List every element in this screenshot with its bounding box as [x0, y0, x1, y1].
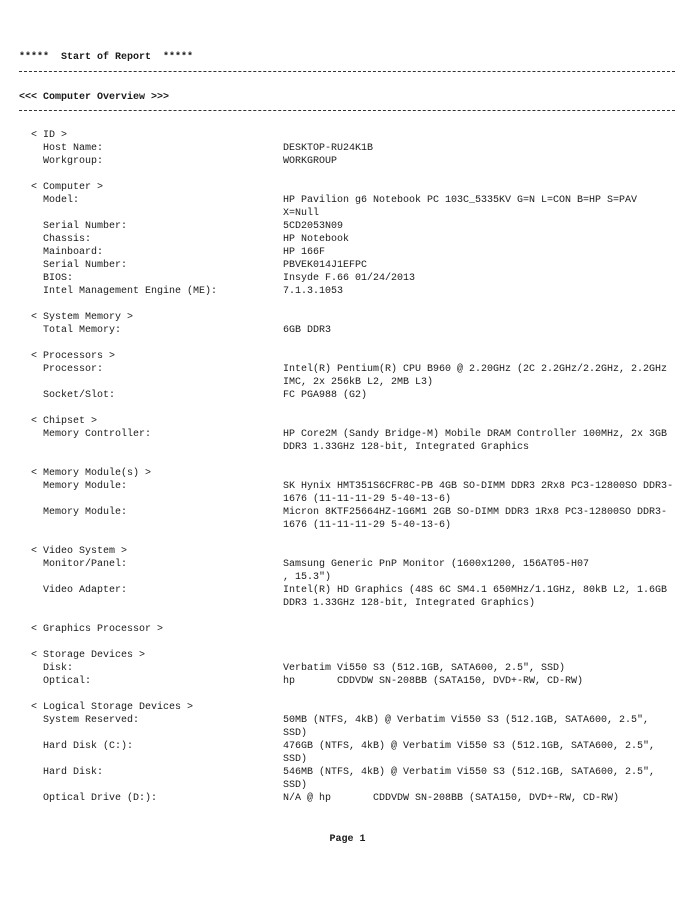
info-row [0, 259, 695, 272]
row-value: 6GB DDR3 [283, 325, 332, 336]
overview-title: <<< Computer Overview >>> [19, 92, 170, 103]
info-row [0, 220, 695, 233]
row-label: Hard Disk (C:): [43, 741, 134, 752]
row-label: Serial Number: [43, 260, 128, 271]
row-label: Memory Controller: [43, 429, 152, 440]
info-row [0, 363, 695, 389]
info-row [0, 272, 695, 285]
info-row [0, 324, 695, 337]
info-row [0, 675, 695, 688]
info-row [0, 558, 695, 584]
row-label: Memory Module: [43, 481, 128, 492]
report-section [0, 623, 695, 636]
row-label: Socket/Slot: [43, 390, 116, 401]
info-row [0, 155, 695, 168]
row-label: Mainboard: [43, 247, 104, 258]
section-title: < Logical Storage Devices > [31, 702, 194, 713]
row-value: 546MB (NTFS, 4kB) @ Verbatim Vi550 S3 (512.1GB, SATA600, 2.5", SSD) [283, 767, 662, 791]
report-section [0, 311, 695, 337]
row-value: WORKGROUP [283, 156, 338, 167]
row-value: 7.1.3.1053 [283, 286, 344, 297]
row-label: Intel Management Engine (ME): [43, 286, 218, 297]
row-value: 50MB (NTFS, 4kB) @ Verbatim Vi550 S3 (512.1GB, SATA600, 2.5", SSD) [283, 715, 656, 739]
info-row [0, 584, 695, 610]
report-section [0, 701, 695, 805]
info-row [0, 194, 695, 220]
row-value: HP Pavilion g6 Notebook PC 103C_5335KV G=N L=CON B=HP S=PAV X=Null [283, 195, 644, 219]
report-section [0, 415, 695, 454]
row-label: Disk: [43, 663, 74, 674]
divider-top [19, 71, 675, 72]
row-value: Samsung Generic PnP Monitor (1600x1200, 156AT05-H07 , 15.3") [283, 559, 590, 583]
row-label: Optical: [43, 676, 92, 687]
report-section [0, 649, 695, 688]
row-label: BIOS: [43, 273, 74, 284]
info-row [0, 662, 695, 675]
report-section [0, 129, 695, 168]
report-section [0, 350, 695, 402]
section-title: < Storage Devices > [31, 650, 146, 661]
row-label: Optical Drive (D:): [43, 793, 158, 804]
row-label: Total Memory: [43, 325, 122, 336]
row-value: Intel(R) Pentium(R) CPU B960 @ 2.20GHz (2C 2.2GHz/2.2GHz, 2.2GHz IMC, 2x 256kB L2, 2MB L3) [283, 364, 674, 388]
row-value: HP 166F [283, 247, 326, 258]
row-label: Memory Module: [43, 507, 128, 518]
section-title: < ID > [31, 130, 68, 141]
row-value: SK Hynix HMT351S6CFR8C-PB 4GB SO-DIMM DDR3 2Rx8 PC3-12800SO DDR3-1676 (11-11-11-29 5-40-13-6) [283, 481, 674, 505]
row-value: Intel(R) HD Graphics (48S 6C SM4.1 650MHz/1.1GHz, 80kB L2, 1.6GB DDR3 1.33GHz 128-bit, Integrated Graphics) [283, 585, 674, 609]
page-number: Page 1 [329, 834, 366, 845]
report-start-banner: ***** Start of Report ***** [19, 52, 194, 63]
row-label: Hard Disk: [43, 767, 104, 778]
report-section [0, 467, 695, 532]
row-label: Video Adapter: [43, 585, 128, 596]
info-row [0, 740, 695, 766]
info-row [0, 428, 695, 454]
section-title: < Graphics Processor > [31, 624, 164, 635]
info-row [0, 480, 695, 506]
row-value: Micron 8KTF25664HZ-1G6M1 2GB SO-DIMM DDR3 1Rx8 PC3-12800SO DDR3-1676 (11-11-11-29 5-40-13-6) [283, 507, 668, 531]
row-value: FC PGA988 (G2) [283, 390, 368, 401]
row-label: System Reserved: [43, 715, 140, 726]
row-value: Insyde F.66 01/24/2013 [283, 273, 416, 284]
row-value: HP Core2M (Sandy Bridge-M) Mobile DRAM Controller 100MHz, 2x 3GB DDR3 1.33GHz 128-bit, Integrated Graphics [283, 429, 674, 453]
row-value: Verbatim Vi550 S3 (512.1GB, SATA600, 2.5", SSD) [283, 663, 566, 674]
info-row [0, 233, 695, 246]
info-row [0, 766, 695, 792]
info-row [0, 714, 695, 740]
row-label: Host Name: [43, 143, 104, 154]
info-row [0, 792, 695, 805]
row-label: Processor: [43, 364, 104, 375]
row-label: Model: [43, 195, 80, 206]
report-section [0, 181, 695, 298]
row-label: Workgroup: [43, 156, 104, 167]
info-row [0, 506, 695, 532]
info-row [0, 285, 695, 298]
section-title: < Chipset > [31, 416, 98, 427]
row-value: hp CDDVDW SN-208BB (SATA150, DVD+-RW, CD-RW) [283, 676, 584, 687]
row-value: HP Notebook [283, 234, 350, 245]
row-value: DESKTOP-RU24K1B [283, 143, 374, 154]
section-title: < System Memory > [31, 312, 134, 323]
row-value: 5CD2053N09 [283, 221, 344, 232]
row-label: Serial Number: [43, 221, 128, 232]
section-title: < Memory Module(s) > [31, 468, 152, 479]
row-label: Monitor/Panel: [43, 559, 128, 570]
section-title: < Computer > [31, 182, 104, 193]
info-row [0, 246, 695, 259]
report-body [0, 129, 695, 818]
divider-overview [19, 110, 675, 111]
row-value: 476GB (NTFS, 4kB) @ Verbatim Vi550 S3 (512.1GB, SATA600, 2.5", SSD) [283, 741, 662, 765]
row-label: Chassis: [43, 234, 92, 245]
section-title: < Video System > [31, 546, 128, 557]
section-title: < Processors > [31, 351, 116, 362]
info-row [0, 389, 695, 402]
info-row [0, 142, 695, 155]
report-section [0, 545, 695, 610]
row-value: PBVEK014J1EFPC [283, 260, 368, 271]
row-value: N/A @ hp CDDVDW SN-208BB (SATA150, DVD+-RW, CD-RW) [283, 793, 620, 804]
